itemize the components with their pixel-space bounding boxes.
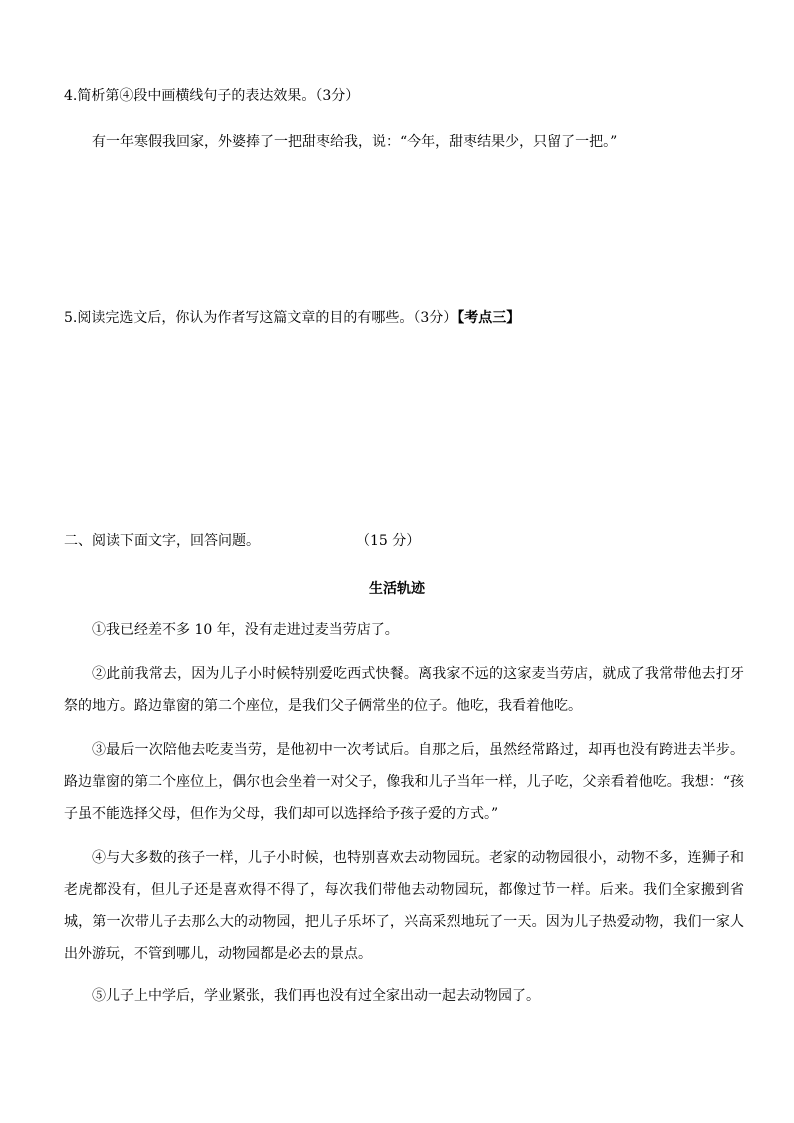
question-4-prompt: 4.简析第④段中画横线句子的表达效果。（3分） xyxy=(64,88,360,104)
section-2-score: （15 分） xyxy=(356,533,421,549)
question-4-quote: 有一年寒假我回家，外婆捧了一把甜枣给我，说：“今年，甜枣结果少，只留了一把。” xyxy=(92,134,618,150)
article-title: 生活轨迹 xyxy=(369,581,425,597)
section-2-heading xyxy=(64,531,744,551)
article-paragraph-2: ②此前我常去，因为儿子小时候特别爱吃西式快餐。离我家不远的这家麦当劳店，就成了我常带他去打牙祭的地方。路边靠窗的第二个座位，是我们父子俩常坐的位子。他吃，我看着他吃。 xyxy=(64,666,744,714)
article-paragraph-5: ⑤儿子上中学后，学业紧张，我们再也没有过全家出动一起去动物园了。 xyxy=(92,988,540,1004)
question-5 xyxy=(64,308,744,328)
question-5-tag: 【考点三】 xyxy=(457,310,521,326)
section-2-instruction: 二、阅读下面文字，回答问题。 xyxy=(64,533,260,549)
article-paragraph-4: ④与大多数的孩子一样，儿子小时候，也特别喜欢去动物园玩。老家的动物园很小，动物不多，连狮子和老虎都没有，但儿子还是喜欢得不得了，每次我们带他去动物园玩，都像过节一样。后来。我们全家搬到省城，第一次带儿子去那么大的动物园，把儿子乐坏了，兴高采烈地玩了一天。因为儿子热爱动物，我们一家人出外游玩，不管到哪儿，动物园都是必去的景点。 xyxy=(64,850,744,962)
question-5-prompt: 5.阅读完选文后，你认为作者写这篇文章的目的有哪些。（3分） xyxy=(64,310,458,326)
article-paragraph-1: ①我已经差不多 10 年，没有走进过麦当劳店了。 xyxy=(92,622,399,638)
article-paragraph-3: ③最后一次陪他去吃麦当劳，是他初中一次考试后。自那之后，虽然经常路过，却再也没有跨进去半步。路边靠窗的第二个座位上，偶尔也会坐着一对父子，像我和儿子当年一样，儿子吃，父亲看着他吃。我想：“孩子虽不能选择父母，但作为父母，我们却可以选择给予孩子爱的方式。” xyxy=(64,742,744,822)
